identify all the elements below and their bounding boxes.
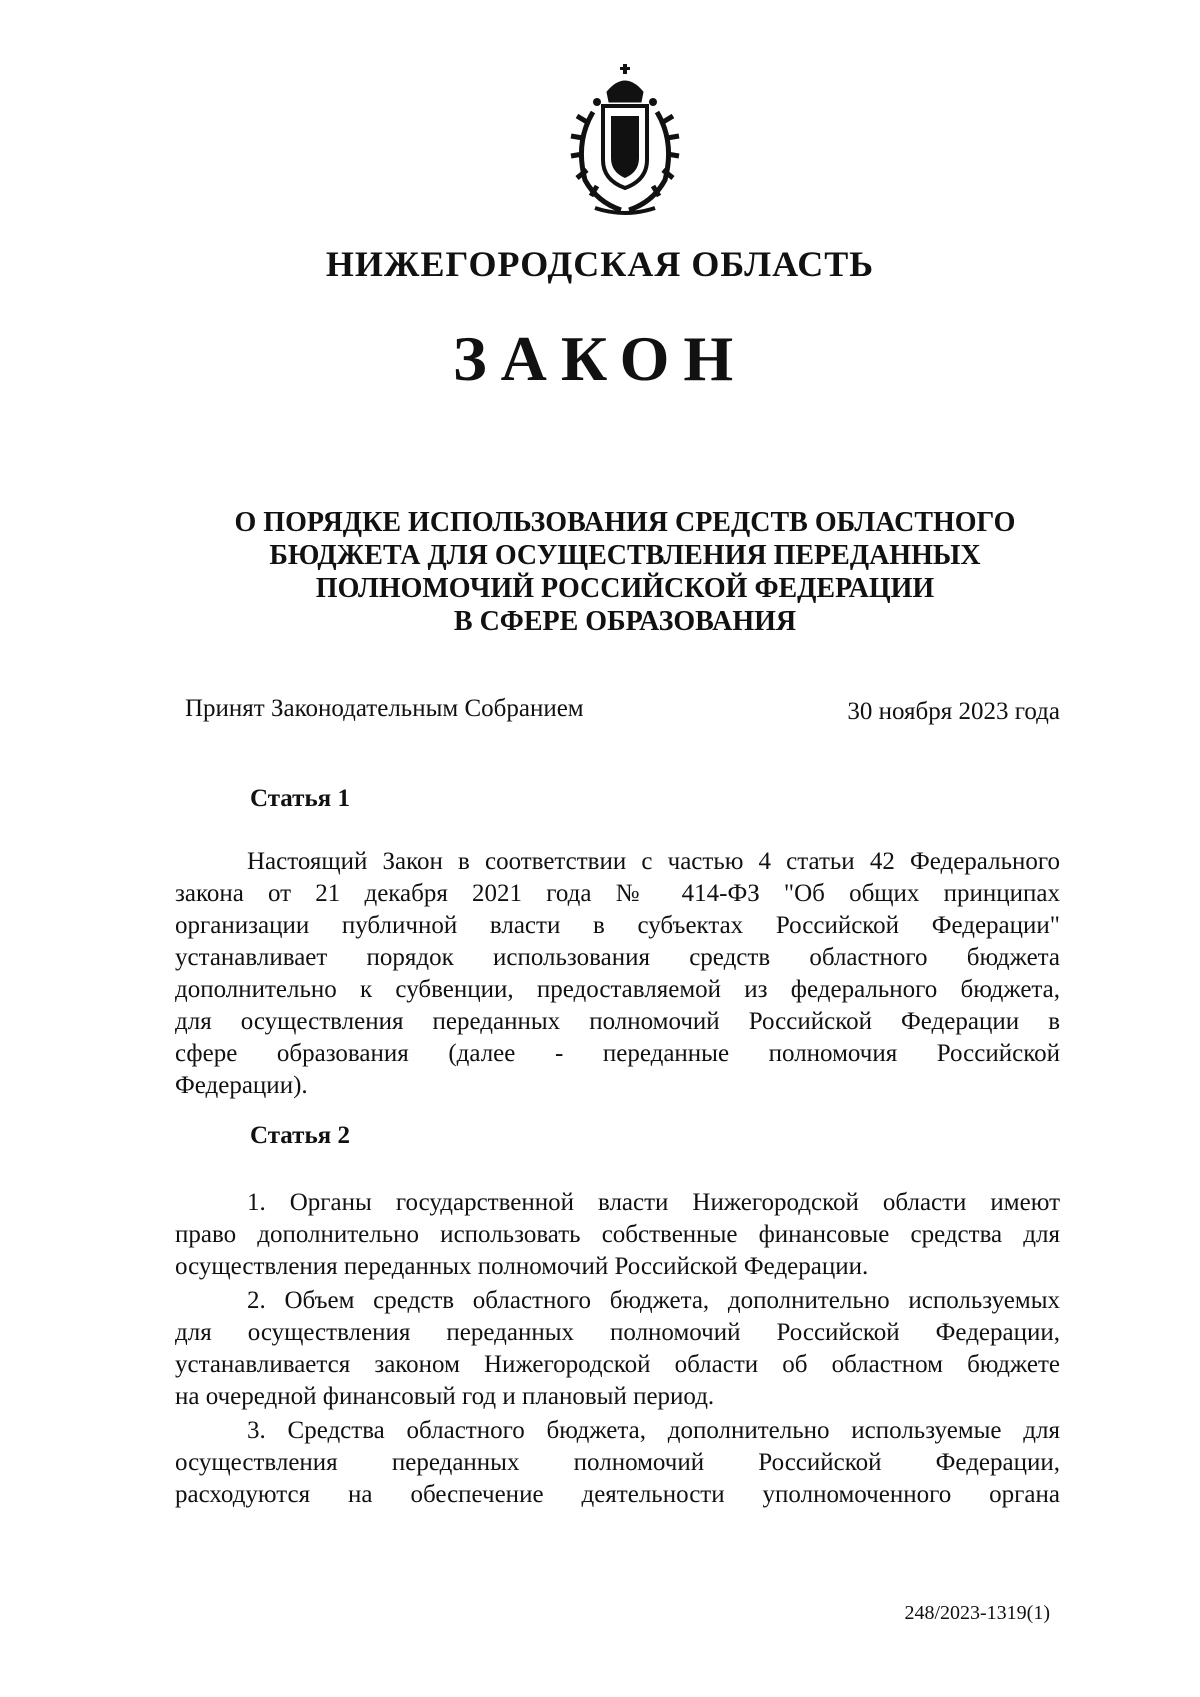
article-2-heading: Статья 2 — [250, 1122, 350, 1149]
text-line: для осуществления переданных полномочий Российской Федерации, — [175, 1319, 1060, 1346]
text-line: дополнительно к субвенции, предоставляемой из федерального бюджета, — [175, 976, 1060, 1003]
text-line: закона от 21 декабря 2021 года № 414-ФЗ "Об общих принципах — [175, 880, 1060, 907]
article-1-heading: Статья 1 — [250, 785, 350, 812]
region-name: НИЖЕГОРОДСКАЯ ОБЛАСТЬ — [325, 244, 875, 284]
coat-of-arms-icon — [555, 62, 695, 217]
text-line: на очередной финансовый год и плановый период. — [175, 1383, 715, 1410]
adopted-by: Принят Законодательным Собранием — [185, 695, 584, 722]
text-line: 2. Объем средств областного бюджета, дополнительно используемых — [247, 1287, 1060, 1314]
text-line: сфере образования (далее - переданные полномочия Российской — [175, 1040, 1060, 1067]
text-line: для осуществления переданных полномочий Российской Федерации в — [175, 1008, 1060, 1035]
law-title — [230, 506, 1020, 638]
text-line: 1. Органы государственной власти Нижегородской области имеют — [247, 1189, 1060, 1216]
law-title-line: ПОЛНОМОЧИЙ РОССИЙСКОЙ ФЕДЕРАЦИИ — [315, 573, 935, 604]
adopted-date: 30 ноября 2023 года — [847, 698, 1060, 725]
text-line: Настоящий Закон в соответствии с частью 4 статьи 42 Федерального — [247, 848, 1060, 875]
text-line: осуществления переданных полномочий Российской Федерации. — [175, 1253, 869, 1280]
text-line: право дополнительно использовать собственные финансовые средства для — [175, 1221, 1060, 1248]
text-line: устанавливает порядок использования средств областного бюджета — [175, 944, 1060, 971]
text-line: организации публичной власти в субъектах Российской Федерации" — [175, 912, 1060, 939]
text-line: устанавливается законом Нижегородской области об областном бюджете — [175, 1351, 1060, 1378]
text-line: осуществления переданных полномочий Российской Федерации, — [175, 1449, 1060, 1476]
document-number: 248/2023-1319(1) — [904, 1602, 1050, 1624]
law-title-line: В СФЕРЕ ОБРАЗОВАНИЯ — [453, 606, 797, 637]
article-2-paragraph-3 — [175, 1415, 1060, 1511]
document-type: ЗАКОН — [452, 323, 748, 394]
law-title-line: О ПОРЯДКЕ ИСПОЛЬЗОВАНИЯ СРЕДСТВ ОБЛАСТНОГО — [234, 507, 1016, 538]
article-2-paragraph-1 — [175, 1187, 1060, 1283]
article-2-paragraph-2 — [175, 1285, 1060, 1413]
text-line: расходуются на обеспечение деятельности уполномоченного органа — [175, 1481, 1060, 1508]
text-line: Федерации). — [175, 1072, 308, 1099]
law-title-line: БЮДЖЕТА ДЛЯ ОСУЩЕСТВЛЕНИЯ ПЕРЕДАННЫХ — [269, 540, 981, 571]
article-1-text — [175, 846, 1060, 1102]
text-line: 3. Средства областного бюджета, дополнительно используемые для — [247, 1417, 1060, 1444]
